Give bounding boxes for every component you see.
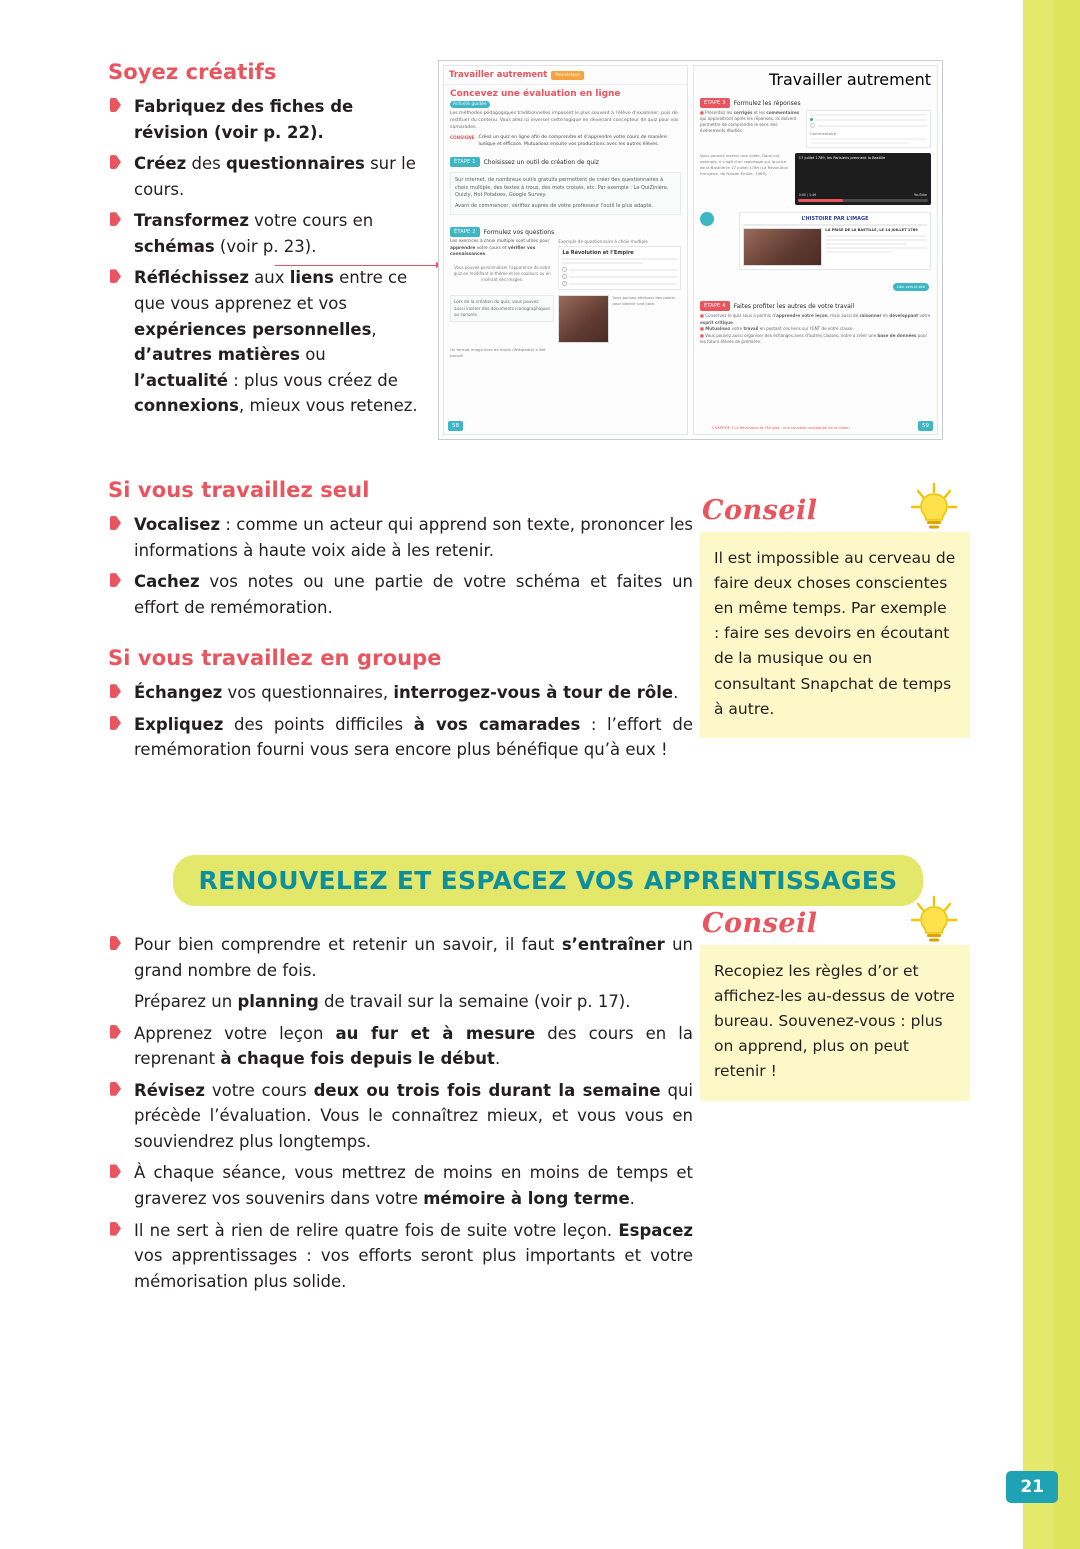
left-column bbox=[108, 60, 423, 419]
figure-example-title: La Révolution et l’Empire bbox=[562, 250, 634, 257]
figure-header-left bbox=[444, 66, 687, 85]
conseil-label: Conseil bbox=[702, 908, 818, 939]
figure-footer-note bbox=[468, 425, 469, 430]
figure-badge: Numérique bbox=[551, 71, 584, 80]
section-travaillez-seul bbox=[108, 478, 693, 620]
bullet-arrow-icon bbox=[110, 269, 123, 284]
heading-si-vous-travaillez-seul: Si vous travaillez seul bbox=[108, 478, 370, 502]
list-item-text: Vocalisez : comme un acteur qui apprend son texte, prononcer les informations à haute voix aide à les retenir. bbox=[134, 515, 693, 560]
lightbulb-icon bbox=[906, 481, 962, 533]
list-item-text: Révisez votre cours deux ou trois fois durant la semaine qui précède l’évaluation. Vous le connaîtrez mieux, et vous vous en souviendrez plus longtemps. bbox=[134, 1080, 694, 1151]
figure-footer: CHAPITRE 1 La Révolution et l’Empire : une nouvelle conception de la nation bbox=[712, 426, 850, 430]
list-item bbox=[108, 932, 693, 983]
figure-video-time: 0:00 / 1:46 bbox=[798, 193, 817, 197]
conseil-box-1 bbox=[700, 495, 970, 738]
list-item-text: Apprenez votre leçon au fur et à mesure des cours en la reprenant à chaque fois depuis le début. bbox=[134, 1023, 693, 1069]
figure-consigne-label: CONSIGNE bbox=[450, 134, 475, 140]
figure-step-title: Formulez vos questions bbox=[483, 228, 555, 236]
bullet-arrow-icon bbox=[110, 1082, 123, 1097]
section-renouvelez bbox=[108, 932, 693, 1294]
list-item bbox=[108, 569, 693, 620]
conseil-label: Conseil bbox=[702, 495, 818, 526]
figure-step-number: ÉTAPE 4 bbox=[700, 301, 730, 311]
bullet-arrow-icon bbox=[110, 155, 123, 170]
figure-title: Concevez une évaluation en ligne bbox=[450, 89, 621, 99]
figure-caption-left: Travailler autrement bbox=[449, 70, 548, 80]
figure-step2-text: Les exercices à choix multiple sont utiles pour apprendre votre cours et vérifier vos connaissances. bbox=[450, 239, 550, 258]
list-item-text: Créez des questionnaires sur le cours. bbox=[134, 154, 416, 199]
figure-video-source: YouTube bbox=[914, 193, 927, 197]
top-section bbox=[108, 60, 988, 440]
list-item-text: À chaque séance, vous mettrez de moins en moins de temps et graverez vos souvenirs dans votre mémoire à long terme. bbox=[134, 1163, 693, 1208]
figure-textbook-spread bbox=[438, 60, 943, 440]
bullet-arrow-icon bbox=[110, 1025, 123, 1040]
list-item bbox=[108, 1218, 693, 1295]
banner-title: RENOUVELEZ ET ESPACEZ VOS APPRENTISSAGES bbox=[198, 865, 898, 895]
list-item bbox=[108, 151, 423, 202]
list-item bbox=[108, 1078, 693, 1155]
figure-connector-line bbox=[275, 265, 441, 266]
list-item bbox=[108, 1160, 693, 1211]
figure-step-number: ÉTAPE 3 bbox=[700, 98, 730, 108]
figure-folio-left: 58 bbox=[448, 421, 463, 431]
figure-page-left: Travailler autrement Numérique Concevez une évaluation en ligne Activité guidée Les méthodes pédagogiques traditionnelles imposent le plus souvent à l’élève d’examiner, puis de restituer du contenu. Vous allez ici inverser cette logique en devenant concepteur de quiz pour vos camarades. CONSIGNE Créez un quiz en ligne afin de comprendre et d’apprendre votre cours de manière ludique et efficace. Mutualisez ensuite vos productions avec les autres élèves. ÉTAPE 1 Choisissez un outil de création de quiz Sur internet, de nombreux outils gratuits permettent de créer des questionnaires à choix multiple, des textes à trous, des mots croisés, etc. Par exemple : La QuiZinière, Quizly, Hot Potatoes, Google Survey. Avant de commencer, vérifiez auprès de votre professeur l'outil le plus adapté. ÉTAPE 2 Formulez vos questions Les exercices à choix multiple sont utiles pour apprendre votre cours et vérifier vos connaissances. Vous pouvez personnaliser l'apparence de votre quiz en modifiant le thème et les couleurs ou en insérant des images. Exemple de questionnaire à choix multiple La Révolution et l’Empire Lors de la création du quiz, vous pouvez aussi insérer des documents iconographiques ou sonores. Vous pouvez attribuer des points pour obtenir une note. Un format image libre de droits (Wikipedia) a été trouvé. 58 bbox=[443, 65, 688, 435]
list-item-text: Expliquez des points difficiles à vos camarades : l’effort de remémoration fourni vous sera encore plus bénéfique qu’à eux ! bbox=[134, 714, 693, 760]
figure-link-button[interactable]: Lien vers le site bbox=[893, 283, 929, 291]
figure-doc-sub: LA PRISE DE LA BASTILLE, LE 14 JUILLET 1789 bbox=[825, 228, 918, 232]
list-item-text: Échangez vos questionnaires, interrogez-vous à tour de rôle. bbox=[134, 683, 679, 703]
list-renouvelez-2 bbox=[108, 1021, 693, 1295]
figure-folio-right: 59 bbox=[918, 421, 933, 431]
figure-step-number: ÉTAPE 2 bbox=[450, 227, 480, 237]
list-travaillez-en-groupe bbox=[108, 680, 693, 763]
paragraph-planning: Préparez un planning de travail sur la semaine (voir p. 17). bbox=[134, 992, 631, 1012]
list-item bbox=[108, 1021, 693, 1072]
lightbulb-icon bbox=[906, 894, 962, 946]
list-item-text: Cachez vos notes ou une partie de votre schéma et faites un effort de remémoration. bbox=[134, 572, 693, 617]
figure-step-1 bbox=[450, 157, 599, 167]
list-item bbox=[108, 208, 423, 259]
bullet-arrow-icon bbox=[110, 936, 123, 951]
figure-step-2 bbox=[450, 227, 554, 237]
figure-step-1-box: Sur internet, de nombreux outils gratuits permettent de créer des questionnaires à choix multiple, des textes à trous, des mots croisés, etc. Par exemple : La QuiZinière, Quizly, Hot Potatoes, Google Survey. Avant de commencer, vérifiez auprès de votre professeur l'outil le plus adapté. bbox=[450, 172, 681, 215]
list-item bbox=[108, 680, 693, 706]
list-item-text: Il ne sert à rien de relire quatre fois de suite votre leçon. Espacez vos apprentissages : vos efforts seront plus importants et votre mémorisation plus solide. bbox=[134, 1220, 693, 1291]
conseil-box-2 bbox=[700, 908, 970, 1101]
heading-si-vous-travaillez-en-groupe: Si vous travaillez en groupe bbox=[108, 646, 442, 671]
figure-step-number: ÉTAPE 1 bbox=[450, 157, 480, 167]
page-edge-band bbox=[1023, 0, 1080, 1549]
figure-page-right: Travailler autrement ÉTAPE 3 Formulez les réponses ■ Présentez les corrigés et les commentaires qui apparaîtront après les réponses, ils doivent permettre de comprendre le sens des évènements étudiés. Commentaire Vous pouvez insérer une vidéo. Dans cet exemple, il s'agit d'un reportage sur la prise de la Bastille le 17 juillet 1789 (La Révolution française, de Noisiel Émilie, 1989). 17 juillet 1789, les Parisiens prennent la Bastille 0:00 / 1:46 YouTube L’HISTOIRE PAR L’IMAGE LA PRISE DE LA BASTILLE, LE 14 JUILLET 1789 Lien vers le site ÉTAPE 4 Faites profiter les autres de votre travail ■ Conservez le quiz sous a permis d'apprendre votre leçon, mais aussi de raisonner en développant votre esprit critique. ■ Mutualisez votre travail en postant ces liens sur l'ENT de votre classe. ■ Vous pouvez aussi organiser des échanges avec d'autres classes, notre a créer une base de données pour les futurs élèves de première. CHAPITRE 1 La Révolution et l’Empire : une nouvelle conception de la nation 59 bbox=[693, 65, 938, 435]
banner-container bbox=[108, 855, 988, 906]
figure-step-4 bbox=[700, 301, 854, 311]
bullet-arrow-icon bbox=[110, 716, 123, 731]
page-edge-band-inner bbox=[1054, 0, 1080, 1549]
bullet-arrow-icon bbox=[110, 516, 123, 531]
list-item bbox=[108, 94, 423, 145]
list-item-text: Réfléchissez aux liens entre ce que vous apprenez et vos expériences personnelles, d’autres matières ou l’actualité : plus vous créez de connexions, mieux vous retenez. bbox=[134, 268, 418, 416]
figure-caption-right: Travailler autrement bbox=[768, 70, 931, 89]
figure-intro: Les méthodes pédagogiques traditionnelles imposent le plus souvent à l’élève d’examiner, puis de restituer du contenu. Vous allez ici inverser cette logique en devenant concepteur de quiz pour vos camarades. bbox=[450, 111, 679, 130]
list-item-text: Fabriquez des fiches de révision (voir p. 22). bbox=[134, 97, 354, 142]
bullet-arrow-icon bbox=[110, 1164, 123, 1179]
bullet-arrow-icon bbox=[110, 684, 123, 699]
list-item bbox=[108, 512, 693, 563]
list-item-text: Pour bien comprendre et retenir un savoir, il faut s’entraîner un grand nombre de fois. bbox=[134, 934, 693, 980]
figure-quiz-pill: Activité guidée bbox=[450, 101, 490, 108]
list-renouvelez bbox=[108, 932, 693, 983]
figure-video-caption: 17 juillet 1789, les Parisiens prennent la Bastille bbox=[798, 156, 886, 160]
bullet-arrow-icon bbox=[110, 573, 123, 588]
figure-doc-title: L’HISTOIRE PAR L’IMAGE bbox=[801, 216, 869, 222]
list-item bbox=[108, 265, 423, 418]
list-travaillez-seul bbox=[108, 512, 693, 620]
figure-step-title: Choisissez un outil de création de quiz bbox=[483, 158, 599, 166]
conseil-text: Recopiez les règles d’or et affichez-les au-dessus de votre bureau. Souvenez-vous : plus on apprend, plus on peut retenir ! bbox=[700, 945, 970, 1101]
list-item-text: Transformez votre cours en schémas (voir p. 23). bbox=[134, 211, 374, 256]
figure-step-title: Faites profiter les autres de votre travail bbox=[733, 302, 855, 310]
bullet-arrow-icon bbox=[110, 212, 123, 227]
figure-step-title: Formulez les réponses bbox=[733, 99, 801, 107]
figure-step-3 bbox=[700, 98, 801, 108]
page-folio: 21 bbox=[1006, 1471, 1058, 1503]
heading-soyez-creatifs: Soyez créatifs bbox=[108, 60, 277, 84]
conseil-text: Il est impossible au cerveau de faire deux choses conscientes en même temps. Par exemple : faire ses devoirs en écoutant de la musique ou en consultant Snapchat de temps à autre. bbox=[700, 532, 970, 738]
bullet-arrow-icon bbox=[110, 98, 123, 113]
list-item bbox=[108, 712, 693, 763]
section-travaillez-en-groupe bbox=[108, 646, 693, 763]
figure-example-label: Exemple de questionnaire à choix multiple bbox=[558, 239, 648, 245]
bullet-arrow-icon bbox=[110, 1222, 123, 1237]
figure-consigne-text: Créez un quiz en ligne afin de comprendre et d’apprendre votre cours de manière ludique et efficace. Mutualisez ensuite vos productions avec les autres élèves. bbox=[478, 134, 667, 147]
list-soyez-creatifs bbox=[108, 94, 423, 419]
section-banner bbox=[173, 855, 924, 906]
